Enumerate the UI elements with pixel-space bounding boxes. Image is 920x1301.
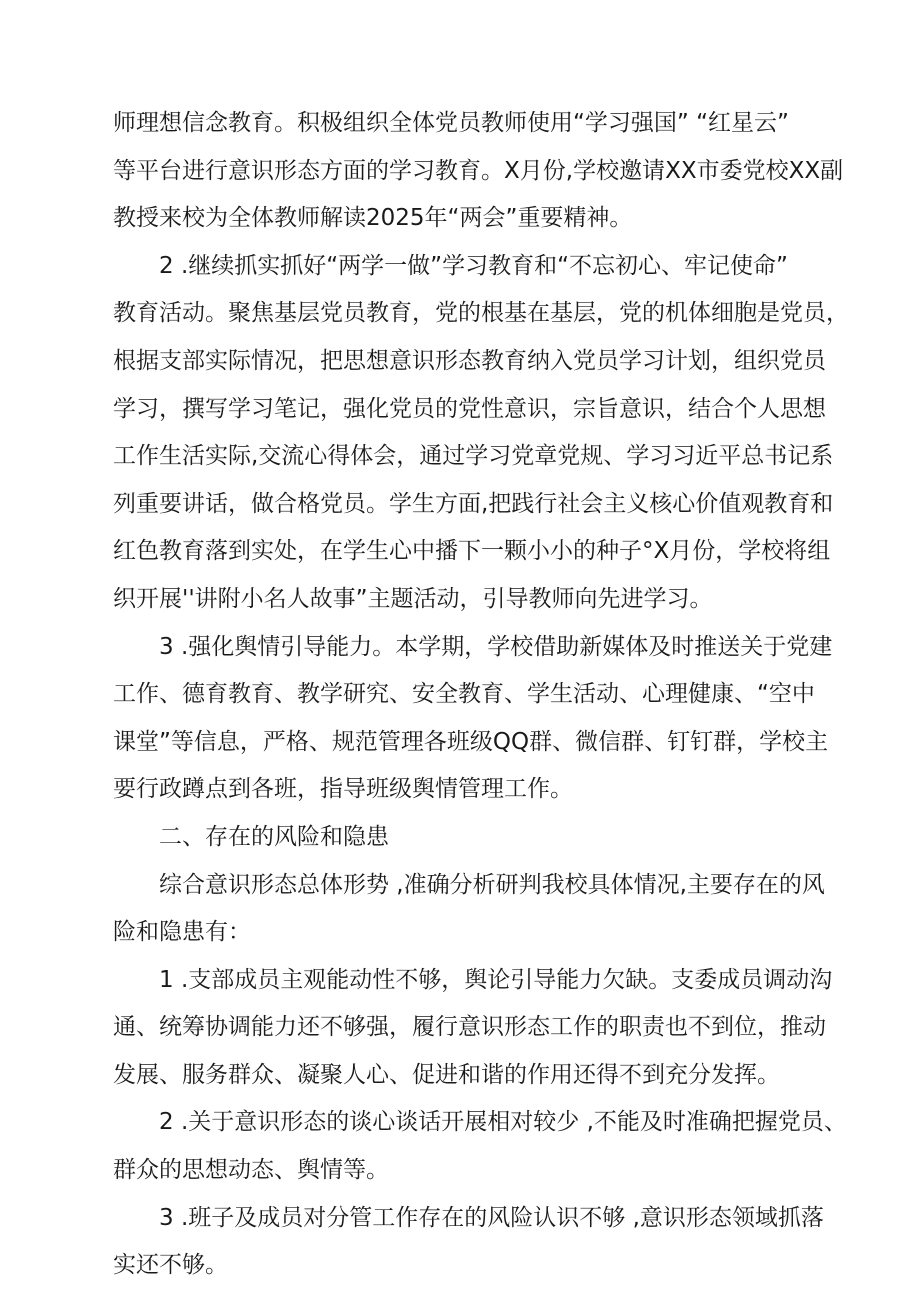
- text-line: 师理想信念教育。积极组织全体党员教师使用“学习强国” “红星云”: [113, 110, 789, 136]
- paragraph-start-line: 综合意识形态总体形势 ,准确分析研判我校具体情况,主要存在的风: [159, 871, 825, 898]
- document-body: [113, 100, 849, 1290]
- text-line: 险和隐患有：: [113, 919, 251, 946]
- text-line: 教育活动。聚焦基层党员教育，党的根基在基层，党的机体细胞是党员，: [113, 300, 849, 327]
- section-heading: 二、存在的风险和隐患: [159, 823, 389, 850]
- text-line: 红色教育落到实处，在学生心中播下一颗小小的种子°X月份，学校将组: [113, 538, 831, 565]
- text-line: 列重要讲话，做合格党员。学生方面,把践行社会主义核心价值观教育和: [113, 490, 834, 517]
- text-line: 要行政蹲点到各班，指导班级舆情管理工作。: [113, 776, 573, 803]
- text-line: 课堂”等信息，严格、规范管理各班级QQ群、微信群、钉钉群，学校主: [113, 728, 829, 755]
- paragraph-start-line: 2 .关于意识形态的谈心谈话开展相对较少 ,不能及时准确把握党员、: [159, 1109, 847, 1136]
- paragraph-start-line: 2 .继续抓实抓好“两学一做”学习教育和“不忘初心、牢记使命”: [159, 252, 788, 279]
- paragraph-start-line: 3 .班子及成员对分管工作存在的风险认识不够 ,意识形态领域抓落: [159, 1204, 824, 1231]
- text-line: 织开展''讲附小名人故事”主题活动，引导教师向先进学习。: [113, 585, 713, 612]
- text-line: 通、统筹协调能力还不够强，履行意识形态工作的职责也不到位，推动: [113, 1014, 826, 1041]
- paragraph-start-line: 3 .强化舆情引导能力。本学期，学校借助新媒体及时推送关于党建: [159, 633, 833, 660]
- text-line: 工作生活实际,交流心得体会，通过学习党章党规、学习习近平总书记系: [113, 443, 834, 470]
- paragraph-start-line: 1 .支部成员主观能动性不够，舆论引导能力欠缺。支委成员调动沟: [159, 966, 833, 993]
- text-line: 群众的思想动态、舆情等。: [113, 1157, 389, 1184]
- text-line: 发展、服务群众、凝聚人心、促进和谐的作用还得不到充分发挥。: [113, 1061, 780, 1088]
- text-line: 教授来校为全体教师解读2025年“两会”重要精神。: [113, 205, 633, 232]
- text-line: 学习，撰写学习笔记，强化党员的党性意识，宗旨意识，结合个人思想: [113, 395, 826, 422]
- text-line: 等平台进行意识形态方面的学习教育。X月份,学校邀请XX市委党校XX副: [113, 157, 844, 184]
- text-line: 根据支部实际情况，把思想意识形态教育纳入党员学习计划，组织党员: [113, 347, 826, 374]
- text-line: 工作、德育教育、教学研究、安全教育、学生活动、心理健康、“空中: [113, 681, 815, 708]
- text-line: 实还不够。: [113, 1252, 228, 1279]
